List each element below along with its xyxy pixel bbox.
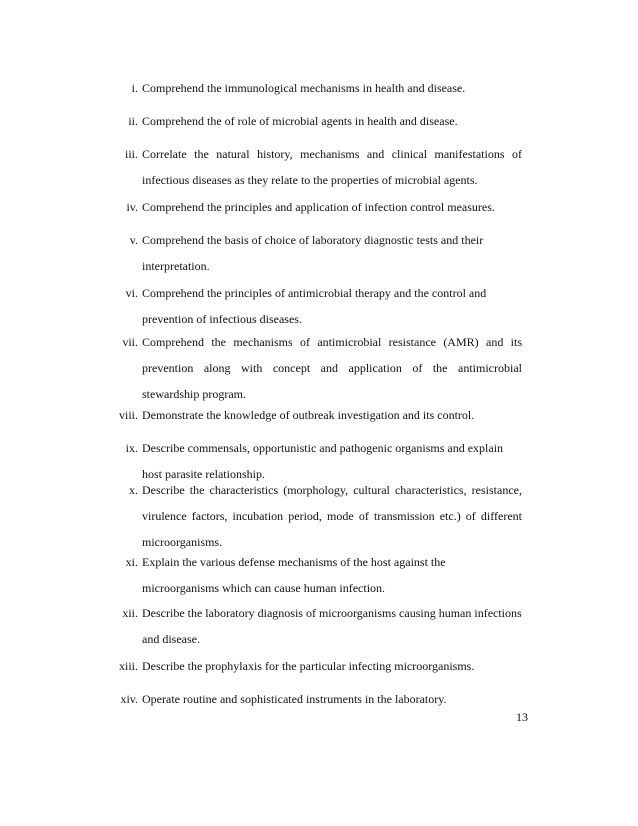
item-text: Explain the various defense mechanisms of the host against the microorganisms which can cause human infection.	[142, 555, 446, 595]
item-numeral: i.	[131, 81, 138, 95]
item-text: Comprehend the immunological mechanisms in health and disease.	[142, 81, 466, 95]
page-number: 13	[516, 710, 528, 724]
item-text: Describe the prophylaxis for the particular infecting microorganisms.	[142, 659, 475, 673]
item-text: Describe the laboratory diagnosis of microorganisms causing human infections and disease.	[142, 606, 522, 646]
item-numeral: iii.	[124, 147, 138, 161]
item-text: Comprehend the of role of microbial agents in health and disease.	[142, 114, 458, 128]
item-text: Correlate the natural history, mechanisms and clinical manifestations of infectious diseases as they relate to the properties of microbial agents.	[142, 147, 522, 187]
item-numeral: x.	[129, 483, 138, 497]
item-text: Comprehend the principles and application of infection control measures.	[142, 200, 495, 214]
item-numeral: xii.	[122, 606, 138, 620]
item-numeral: xiii.	[118, 659, 138, 673]
item-numeral: ix.	[125, 441, 138, 455]
item-text: Describe commensals, opportunistic and pathogenic organisms and explain host parasite relationship.	[142, 441, 504, 481]
item-numeral: v.	[129, 233, 138, 247]
item-numeral: vii.	[122, 335, 138, 349]
item-numeral: vi.	[125, 286, 138, 300]
item-text: Comprehend the principles of antimicrobial therapy and the control and prevention of infectious diseases.	[142, 286, 487, 326]
item-text: Describe the characteristics (morphology, cultural characteristics, resistance, virulence factors, incubation period, mode of transmission etc.) of different microorganisms.	[142, 483, 522, 549]
item-numeral: xiv.	[120, 692, 138, 706]
item-text: Comprehend the mechanisms of antimicrobial resistance (AMR) and its prevention along with concept and application of the antimicrobial stewardship program.	[142, 335, 522, 401]
item-text: Demonstrate the knowledge of outbreak investigation and its control.	[142, 408, 475, 422]
item-numeral: iv.	[126, 200, 138, 214]
item-numeral: viii.	[118, 408, 138, 422]
item-text: Operate routine and sophisticated instruments in the laboratory.	[142, 692, 447, 706]
item-numeral: xi.	[125, 555, 138, 569]
item-text: Comprehend the basis of choice of laboratory diagnostic tests and their interpretation.	[142, 233, 484, 273]
item-numeral: ii.	[128, 114, 138, 128]
